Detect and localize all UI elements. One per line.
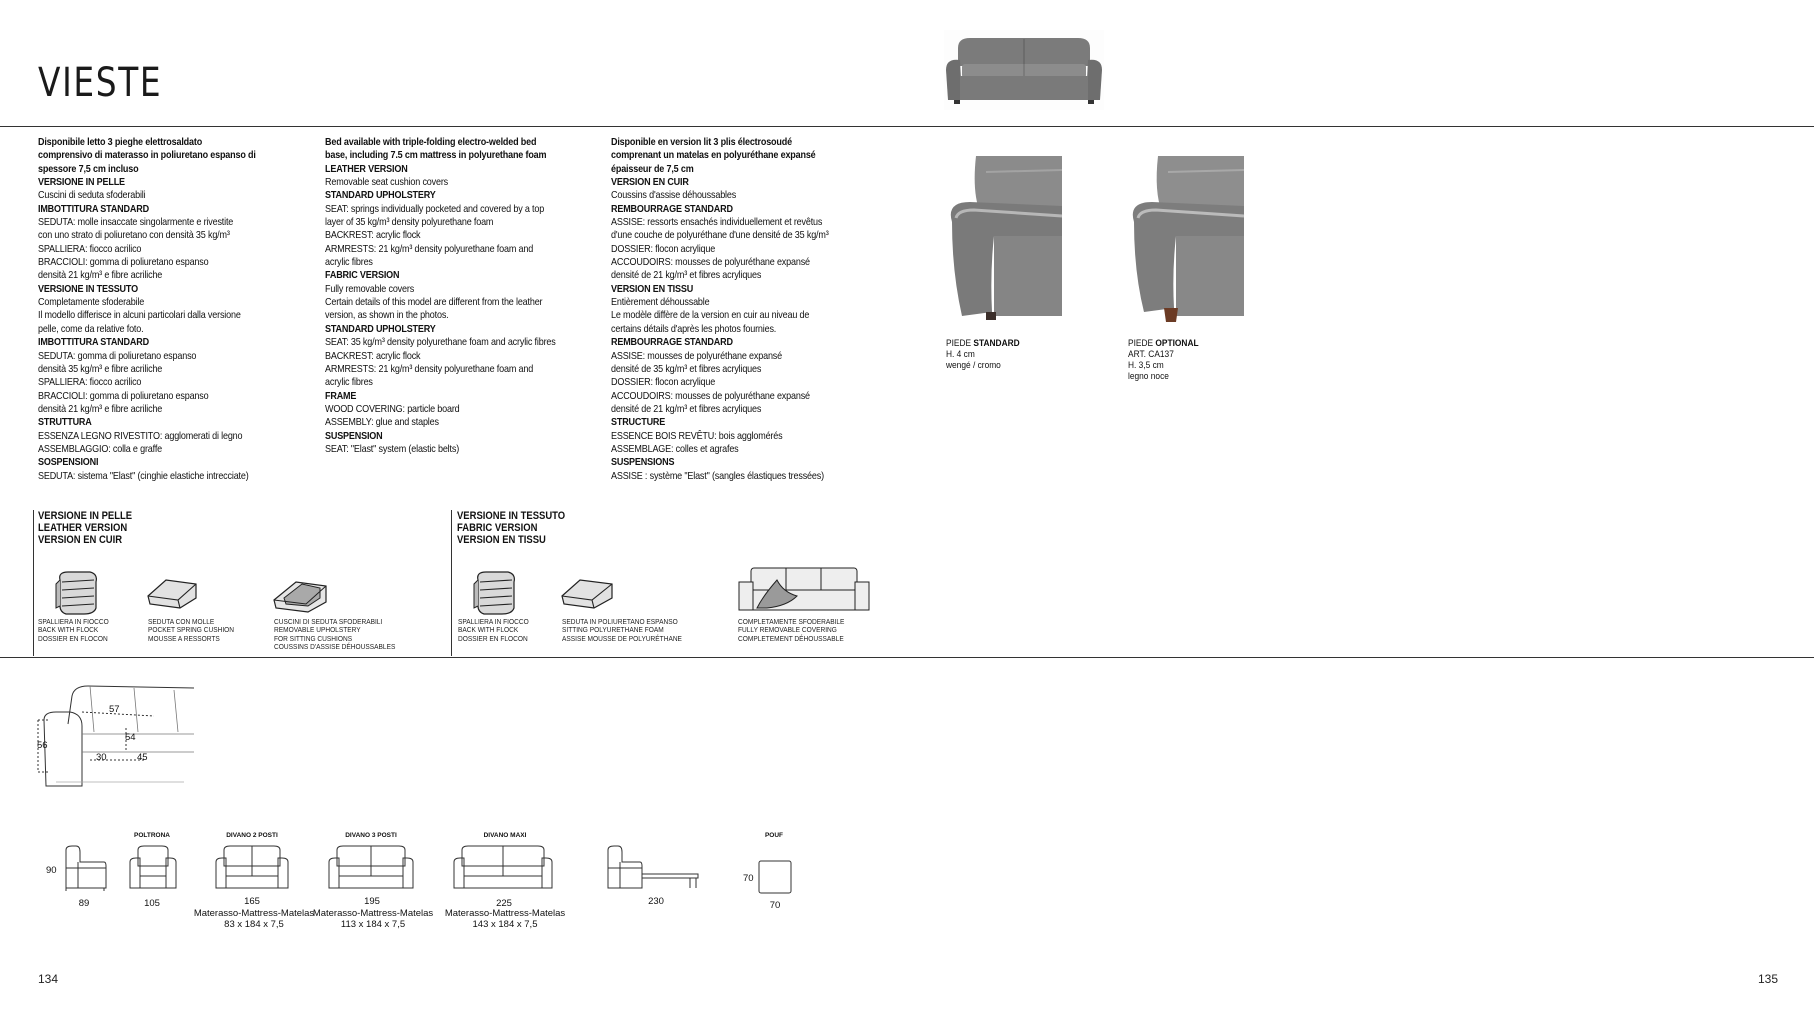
description-italian [38, 136, 328, 483]
text-line: Removable seat cushion covers [325, 176, 449, 189]
section-heading: STANDARD UPHOLSTERY [325, 322, 436, 335]
section-heading: Disponible en version lit 3 plis électrosoudé [611, 136, 792, 148]
foot-standard-photo [946, 152, 1062, 324]
section-heading: spessore 7,5 cm incluso [38, 162, 139, 175]
section-heading: STANDARD UPHOLSTERY [325, 189, 436, 202]
top-divider [0, 126, 1814, 127]
bed-depth: 230 [648, 896, 664, 907]
section-heading: comprenant un matelas en polyuréthane expansé [611, 149, 816, 162]
section-heading: SUSPENSION [325, 429, 383, 442]
maxi-mattress: Materasso-Mattress-Matelas 143 x 184 x 7,5 [444, 908, 566, 930]
text-line: ESSENZA LEGNO RIVESTITO: agglomerati di legno [38, 429, 243, 442]
text-line: Certain details of this model are different from the leather [325, 296, 543, 309]
bed-open-drawing [604, 846, 704, 892]
divano3-width: 195 [364, 896, 380, 907]
text-line: DOSSIER: flocon acrylique [611, 376, 716, 389]
description-english [325, 136, 615, 456]
text-line: ARMRESTS: 21 kg/m³ density polyurethane foam and [325, 242, 534, 255]
text-line: acrylic fibres [325, 256, 373, 269]
page-number-left: 134 [38, 972, 59, 986]
maxi-width: 225 [496, 898, 512, 909]
text-line: Entièrement déhoussable [611, 296, 710, 309]
section-heading: comprensivo di materasso in poliuretano espanso di [38, 149, 256, 162]
dim-30: 30 [96, 752, 107, 763]
section-heading: IMBOTTITURA STANDARD [38, 336, 149, 349]
foot-standard-caption: PIEDE STANDARD H. 4 cm wengé / cromo [946, 338, 1020, 371]
section-heading: VERSIONE IN TESSUTO [38, 282, 138, 295]
section-heading: SOSPENSIONI [38, 456, 99, 469]
text-line: ASSEMBLY: glue and staples [325, 416, 439, 429]
text-line: Completamente sfoderabile [38, 296, 145, 309]
section-heading: Disponibile letto 3 pieghe elettrosaldato [38, 136, 203, 148]
text-line: ASSEMBLAGE: colles et agrafes [611, 442, 739, 455]
text-line: SPALLIERA: fiocco acrilico [38, 376, 142, 389]
section-heading: Bed available with triple-folding electro-welded bed [325, 136, 537, 148]
section-heading: REMBOURRAGE STANDARD [611, 202, 733, 215]
side-view-drawing [62, 846, 108, 892]
dim-57: 57 [109, 704, 120, 715]
fabric-caption-backrest: SPALLIERA IN FIOCCO BACK WITH FLOCK DOSSIER EN FLOCON [458, 617, 529, 643]
text-line: ASSEMBLAGGIO: colla e graffe [38, 442, 163, 455]
page-number-right: 135 [1758, 972, 1779, 986]
page-title: VIESTE [38, 60, 163, 106]
fully-removable-cover-icon [737, 566, 871, 614]
text-line: BRACCIOLI: gomma di poliuretano espanso [38, 256, 209, 269]
text-line: Le modèle diffère de la version en cuir au niveau de [611, 309, 810, 322]
section-heading: FRAME [325, 389, 357, 402]
text-line: WOOD COVERING: particle board [325, 402, 460, 415]
text-line: BACKREST: acrylic flock [325, 349, 421, 362]
text-line: certains détails d'après les photos fournies. [611, 322, 777, 335]
text-line: ARMRESTS: 21 kg/m³ density polyurethane foam and [325, 362, 534, 375]
fabric-version-heading: VERSIONE IN TESSUTO FABRIC VERSION VERSION EN TISSU [457, 510, 566, 546]
text-line: densité de 35 kg/m³ et fibres acryliques [611, 362, 762, 375]
text-line: BACKREST: acrylic flock [325, 229, 421, 242]
text-line: ASSISE: ressorts ensachés individuellement et revêtus [611, 216, 823, 229]
maxi-drawing [452, 846, 554, 892]
divano2-drawing [214, 846, 290, 892]
foot-optional-caption: PIEDE OPTIONAL ART. CA137 H. 3,5 cm legno noce [1128, 338, 1199, 382]
text-line: acrylic fibres [325, 376, 373, 389]
middle-divider [0, 657, 1814, 658]
section-heading: STRUCTURE [611, 416, 666, 429]
divano3-title: DIVANO 3 POSTI [345, 832, 397, 839]
text-line: densità 21 kg/m³ e fibre acriliche [38, 402, 163, 415]
section-heading: épaisseur de 7,5 cm [611, 162, 694, 175]
side-height: 90 [46, 865, 57, 876]
text-line: DOSSIER: flocon acrylique [611, 242, 716, 255]
pouf-height: 70 [743, 873, 754, 884]
pouf-width: 70 [769, 900, 781, 911]
leather-version-heading: VERSIONE IN PELLE LEATHER VERSION VERSION EN CUIR [38, 510, 133, 546]
text-line: SEAT: 35 kg/m³ density polyurethane foam and acrylic fibres [325, 336, 556, 349]
dim-45: 45 [137, 752, 148, 763]
text-line: SEAT: "Elast" system (elastic belts) [325, 442, 460, 455]
leather-caption-cushions: CUSCINI DI SEDUTA SFODERABILI REMOVABLE UPHOLSTERY FOR SITTING CUSHIONS COUSSINS D'ASSISE DÉHOUSSABLES [274, 617, 396, 652]
text-line: Coussins d'assise déhoussables [611, 189, 737, 202]
section-heading: SUSPENSIONS [611, 456, 675, 469]
text-line: SEAT: springs individually pocketed and covered by a top [325, 202, 545, 215]
pouf-drawing [758, 860, 792, 894]
sofa-photo [944, 30, 1104, 110]
fabric-caption-covering: COMPLETAMENTE SFODERABILE FULLY REMOVABLE COVERING COMPLETEMENT DÉHOUSSABLE [738, 617, 845, 643]
text-line: Cuscini di seduta sfoderabili [38, 189, 146, 202]
section-heading: base, including 7.5 cm mattress in polyurethane foam [325, 149, 547, 162]
side-depth: 89 [78, 898, 90, 909]
maxi-title: DIVANO MAXI [483, 832, 527, 839]
section-heading: REMBOURRAGE STANDARD [611, 336, 733, 349]
divano3-drawing [327, 846, 415, 892]
foam-seat-icon [558, 574, 616, 612]
text-line: densità 35 kg/m³ e fibre acriliche [38, 362, 163, 375]
text-line: layer of 35 kg/m³ density polyurethane foam [325, 216, 494, 229]
text-line: SEDUTA: sistema "Elast" (cinghie elastiche intrecciate) [38, 469, 249, 482]
backrest-flock-icon [472, 568, 522, 616]
text-line: SEDUTA: molle insaccate singolarmente e rivestite [38, 216, 234, 229]
dim-54: 54 [125, 732, 136, 743]
leather-block-rule [33, 510, 34, 656]
text-line: SPALLIERA: fiocco acrilico [38, 242, 142, 255]
text-line: version, as shown in the photos. [325, 309, 449, 322]
text-line: densità 21 kg/m³ e fibre acriliche [38, 269, 163, 282]
poltrona-drawing [128, 846, 178, 892]
divano2-width: 165 [244, 896, 260, 907]
leather-caption-backrest: SPALLIERA IN FIOCCO BACK WITH FLOCK DOSSIER EN FLOCON [38, 617, 109, 643]
text-line: con uno strato di poliuretano con densità 35 kg/m³ [38, 229, 230, 242]
section-heading: VERSION EN TISSU [611, 282, 694, 295]
section-heading: VERSION EN CUIR [611, 176, 689, 189]
pocket-spring-cushion-icon [144, 574, 200, 612]
leather-caption-seat: SEDUTA CON MOLLE POCKET SPRING CUSHION MOUSSE A RESSORTS [148, 617, 235, 643]
divano2-title: DIVANO 2 POSTI [226, 832, 278, 839]
fabric-caption-seat: SEDUTA IN POLIURETANO ESPANSO SITTING POLYURETHANE FOAM ASSISE MOUSSE DE POLYURÉTHANE [562, 617, 682, 643]
section-heading: IMBOTTITURA STANDARD [38, 202, 149, 215]
text-line: ASSISE: mousses de polyuréthane expansé [611, 349, 782, 362]
text-line: d'une couche de polyuréthane d'une densité de 35 kg/m³ [611, 229, 829, 242]
section-heading: FABRIC VERSION [325, 269, 400, 282]
text-line: densité de 21 kg/m³ et fibres acryliques [611, 269, 762, 282]
poltrona-title: POLTRONA [134, 832, 170, 839]
text-line: ESSENCE BOIS REVÊTU: bois agglomérés [611, 429, 783, 442]
divano2-mattress: Materasso-Mattress-Matelas 83 x 184 x 7,5 [193, 908, 315, 930]
text-line: ACCOUDOIRS: mousses de polyuréthane expansé [611, 256, 810, 269]
text-line: ASSISE : système "Elast" (sangles élastiques tressées) [611, 469, 824, 482]
text-line: BRACCIOLI: gomma di poliuretano espanso [38, 389, 209, 402]
text-line: densité de 21 kg/m³ et fibres acryliques [611, 402, 762, 415]
divano3-mattress: Materasso-Mattress-Matelas 113 x 184 x 7,5 [312, 908, 434, 930]
sofa-section-diagram [34, 676, 194, 796]
foot-optional-photo [1128, 152, 1244, 324]
section-heading: VERSIONE IN PELLE [38, 176, 125, 189]
backrest-flock-icon [54, 568, 104, 616]
section-heading: STRUTTURA [38, 416, 92, 429]
text-line: SEDUTA: gomma di poliuretano espanso [38, 349, 197, 362]
text-line: ACCOUDOIRS: mousses de polyuréthane expansé [611, 389, 810, 402]
text-line: pelle, come da relative foto. [38, 322, 144, 335]
text-line: Il modello differisce in alcuni particolari dalla versione [38, 309, 241, 322]
fabric-block-rule [451, 510, 452, 656]
description-french [611, 136, 901, 483]
pouf-title: POUF [764, 832, 784, 839]
section-heading: LEATHER VERSION [325, 162, 408, 175]
text-line: Fully removable covers [325, 282, 415, 295]
dim-56: 56 [37, 740, 48, 751]
removable-seat-cushion-icon [270, 574, 330, 616]
poltrona-width: 105 [144, 898, 160, 909]
